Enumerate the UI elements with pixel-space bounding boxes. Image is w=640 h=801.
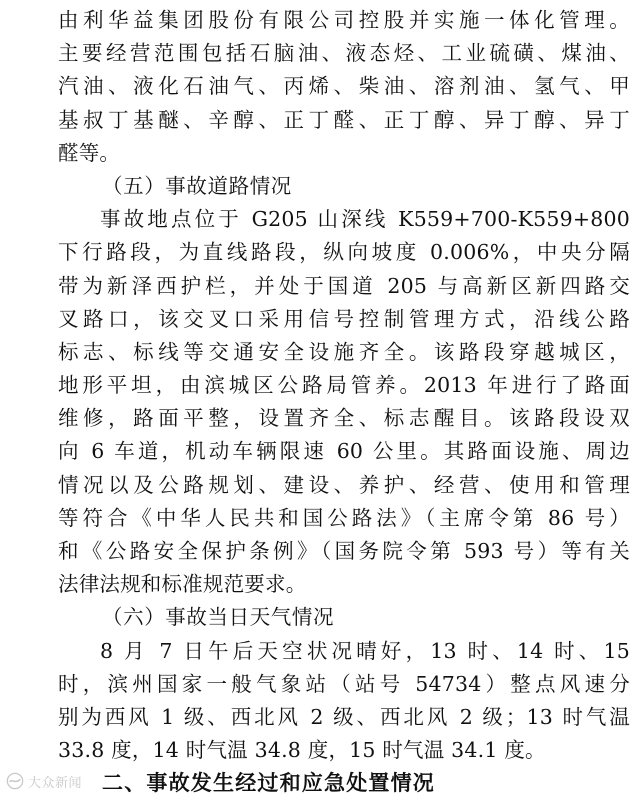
road-line-4: 叉路口，该交叉口采用信号控制管理方式，沿线公路 [58,306,630,331]
intro-line-5: 醛等。 [58,140,121,165]
weather-line-2: 时，滨州国家一般气象站（站号 54734）整点风速分 [58,671,630,696]
road-line-9: 情况以及公路规划、建设、养护、经营、使用和管理 [58,472,630,497]
weather-section-heading: （六）事故当日天气情况 [102,605,335,630]
road-line-1: 事故地点位于 G205 山深线 K559+700-K559+800 [100,207,630,232]
intro-line-2: 主要经营范围包括石脑油、液态烃、工业硫磺、煤油、 [58,41,630,66]
intro-line-1: 由利华益集团股份有限公司控股并实施一体化管理。 [58,8,630,32]
road-line-10: 等符合《中华人民共和国公路法》（主席令第 86 号） [58,505,630,530]
intro-paragraph [58,4,630,170]
intro-line-4: 基叔丁基醚、辛醇、正丁醛、正丁醇、异丁醇、异丁 [58,107,630,132]
document-page [58,4,630,801]
road-section-heading: （五）事故道路情况 [102,173,292,198]
weather-line-1: 8 月 7 日午后天空状况晴好，13 时、14 时、15 [100,638,630,663]
road-line-7: 维修，路面平整，设置齐全、标志醒目。该路段设双 [58,406,630,431]
weather-line-3: 别为西风 1 级、西北风 2 级、西北风 2 级；13 时气温 [58,704,630,729]
road-line-8: 向 6 车道，机动车辆限速 60 公里。其路面设施、周边 [58,439,630,464]
road-line-2: 下行路段，为直线路段，纵向坡度 0.006%，中央分隔 [58,240,630,265]
road-line-6: 地形平坦，由滨城区公路局管养。2013 年进行了路面 [58,373,630,398]
road-line-3: 带为新泽西护栏，并处于国道 205 与高新区新四路交 [58,273,630,298]
chapter-two-heading: 二、事故发生经过和应急处置情况 [102,771,435,796]
road-line-5: 标志、标线等交通安全设施齐全。该路段穿越城区， [58,339,630,364]
intro-line-3: 汽油、液化石油气、丙烯、柴油、溶剂油、氢气、甲 [58,74,630,99]
road-section-paragraph [58,203,630,601]
watermark-text: 大众新闻 [28,775,83,791]
weather-line-4: 33.8 度，14 时气温 34.8 度，15 时气温 34.1 度。 [58,738,546,763]
watermark [6,770,82,792]
wave-logo-icon [6,772,24,790]
road-line-12: 法律法规和标准规范要求。 [58,572,307,597]
weather-section-paragraph [58,635,630,768]
road-line-11: 和《公路安全保护条例》（国务院令第 593 号）等有关 [58,539,630,563]
